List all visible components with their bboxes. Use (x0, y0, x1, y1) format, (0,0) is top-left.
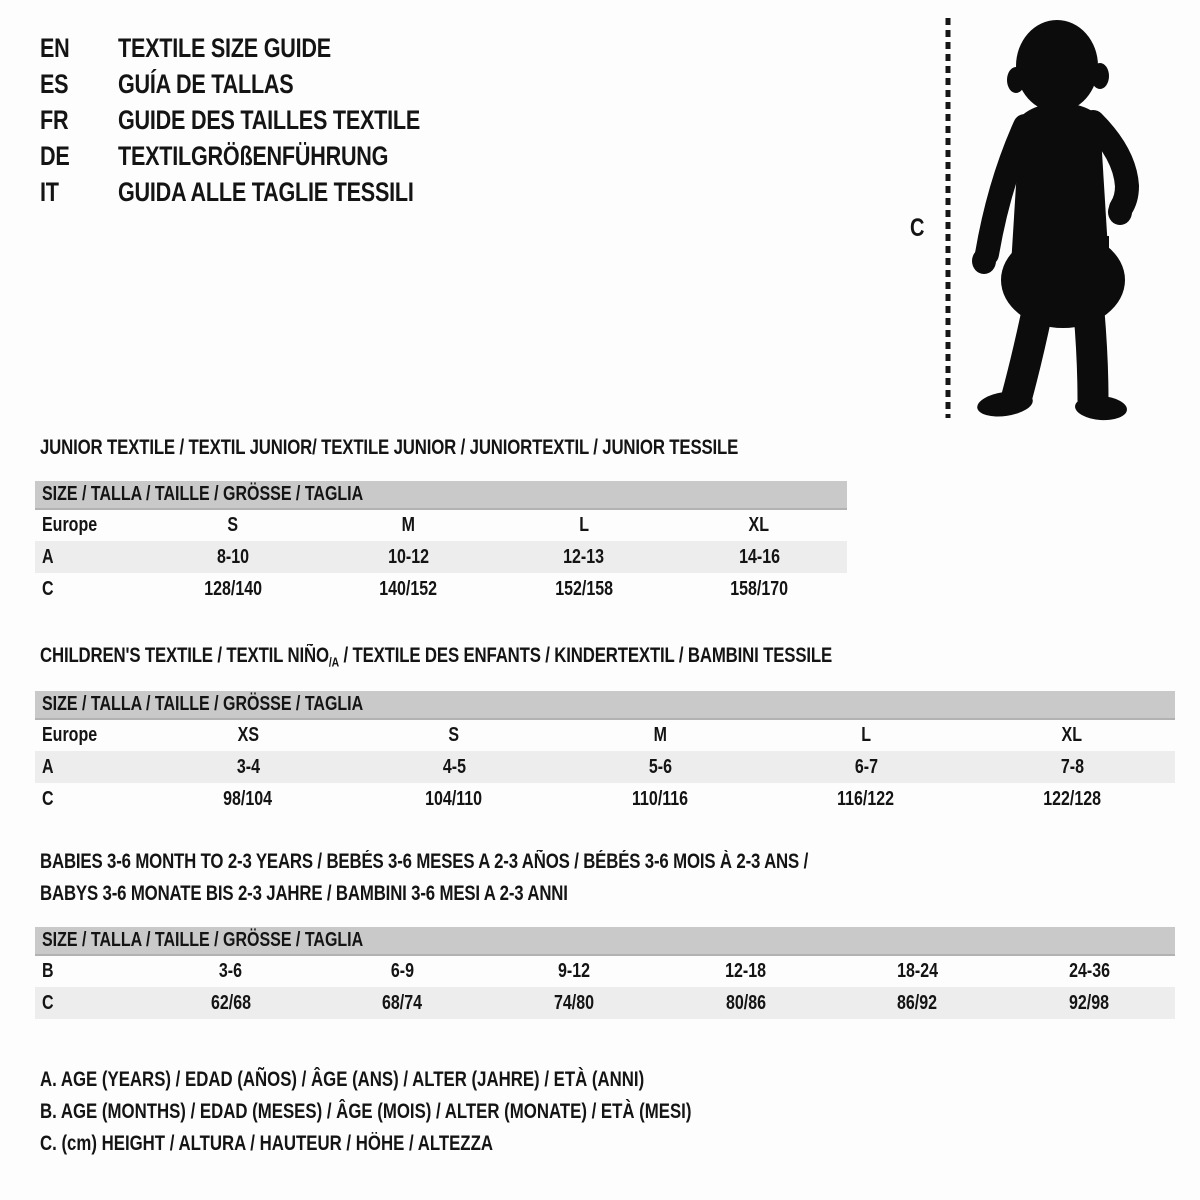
legend-line-c (40, 1132, 854, 1164)
language-code-text: EN (40, 32, 70, 63)
size-cell (763, 719, 969, 751)
toddler-silhouette-icon (965, 14, 1143, 422)
cell-value: 152/158 (554, 577, 613, 600)
height-cell (145, 783, 351, 815)
section-title-babies-line1 (40, 850, 1000, 874)
age-cell (557, 751, 763, 783)
height-cell (1003, 987, 1175, 1019)
cell-value: M (653, 724, 667, 746)
height-cell (763, 783, 969, 815)
height-cell (321, 573, 497, 605)
title-post: / TEXTILE DES ENFANTS / KINDERTEXTIL / BAMBINI TESSILE (338, 644, 833, 667)
language-guide-title: TEXTILE SIZE GUIDE (118, 32, 331, 63)
table-row-height (35, 573, 847, 605)
cell-value: 6-9 (390, 960, 415, 982)
row-label-cell (35, 509, 145, 541)
language-row (40, 30, 496, 66)
height-cell (488, 987, 660, 1019)
section-title-babies-line2 (40, 882, 700, 906)
age-cell (351, 751, 557, 783)
height-cell (969, 783, 1175, 815)
row-label: Europe (42, 514, 98, 536)
section-title-junior (40, 436, 913, 460)
cell-value: 18-24 (896, 960, 938, 982)
row-label: C (42, 787, 54, 810)
table-header-cell (35, 691, 1175, 719)
measure-legend (40, 1068, 854, 1164)
title-subscript: /A (328, 654, 339, 670)
table-header-row (35, 691, 1175, 719)
table-header-row (35, 481, 847, 509)
table-row-height (35, 987, 1175, 1019)
cell-value: 7-8 (1060, 755, 1084, 778)
section-title-babies-line1-text: BABIES 3-6 MONTH TO 2-3 YEARS / BEBÉS 3-6 MESES A 2-3 AÑOS / BÉBÉS 3-6 MOIS À 2-3 ANS / (40, 850, 809, 873)
row-label-cell (35, 573, 145, 605)
row-label-cell (35, 955, 145, 987)
height-measure-label-text: C (910, 214, 925, 242)
language-code-text: FR (40, 104, 69, 135)
months-cell (660, 955, 832, 987)
language-code-text: IT (40, 176, 59, 207)
height-cell (672, 573, 848, 605)
legend-line-b (40, 1100, 854, 1132)
legend-line-b-text: B. AGE (MONTHS) / EDAD (MESES) / ÂGE (MOIS) / ALTER (MONATE) / ETÀ (MESI) (40, 1100, 692, 1123)
table-row-europe (35, 509, 847, 541)
cell-value: 110/116 (631, 787, 689, 810)
language-code-text: DE (40, 140, 70, 171)
size-cell (969, 719, 1175, 751)
table-row-europe (35, 719, 1175, 751)
cell-value: 128/140 (203, 577, 262, 600)
cell-value: 9-12 (558, 960, 591, 982)
row-label: C (42, 991, 54, 1014)
cell-value: 86/92 (897, 991, 938, 1014)
cell-value: 12-18 (725, 960, 767, 982)
cell-value: 122/128 (1043, 787, 1101, 810)
table-row-age (35, 751, 1175, 783)
language-guide-title: GUIDE DES TAILLES TEXTILE (118, 104, 421, 135)
size-header-text: SIZE / TALLA / TAILLE / GRÖSSE / TAGLIA (42, 483, 364, 505)
table-header-cell (35, 481, 847, 509)
cell-value: 116/122 (837, 787, 895, 810)
junior-size-table (35, 481, 847, 605)
cell-value: 98/104 (223, 787, 273, 810)
cell-value: 8-10 (216, 545, 249, 568)
cell-value: M (401, 514, 415, 536)
cell-value: 12-13 (563, 545, 605, 568)
height-dashed-line (944, 18, 952, 418)
age-cell (763, 751, 969, 783)
row-label: A (42, 755, 54, 778)
title-pre: CHILDREN'S TEXTILE / TEXTIL NIÑO (40, 644, 329, 667)
height-measure-label (910, 214, 928, 243)
row-label-cell (35, 719, 145, 751)
cell-value: 80/86 (725, 991, 766, 1014)
months-cell (832, 955, 1004, 987)
section-title-children-text (40, 644, 832, 670)
months-cell (317, 955, 489, 987)
size-cell (145, 509, 321, 541)
row-label-cell (35, 541, 145, 573)
size-cell (145, 719, 351, 751)
row-label: Europe (42, 724, 98, 746)
table-header-cell (35, 927, 1175, 955)
language-code (40, 105, 118, 136)
size-cell (672, 509, 848, 541)
table-row-age (35, 541, 847, 573)
height-cell (145, 987, 317, 1019)
legend-line-a (40, 1068, 854, 1100)
language-row (40, 174, 496, 210)
row-label: B (42, 960, 54, 982)
age-cell (321, 541, 497, 573)
size-cell (321, 509, 497, 541)
cell-value: 92/98 (1069, 991, 1110, 1014)
height-cell (351, 783, 557, 815)
cell-value: 74/80 (554, 991, 595, 1014)
language-title-list (40, 30, 496, 210)
age-cell (145, 751, 351, 783)
row-label-cell (35, 987, 145, 1019)
height-cell (660, 987, 832, 1019)
children-size-table (35, 691, 1175, 815)
cell-value: 6-7 (854, 755, 878, 778)
cell-value: L (861, 724, 871, 746)
table-row-height (35, 783, 1175, 815)
table-header-row (35, 927, 1175, 955)
table-row-months (35, 955, 1175, 987)
legend-line-c-text: C. (cm) HEIGHT / ALTURA / HAUTEUR / HÖHE / ALTEZZA (40, 1132, 493, 1155)
size-header-text: SIZE / TALLA / TAILLE / GRÖSSE / TAGLIA (42, 929, 364, 951)
cell-value: 62/68 (210, 991, 251, 1014)
language-code (40, 33, 118, 64)
language-row (40, 66, 496, 102)
cell-value: XL (1061, 724, 1083, 746)
cell-value: 3-6 (219, 960, 243, 982)
cell-value: 24-36 (1068, 960, 1110, 982)
size-cell (351, 719, 557, 751)
age-cell (145, 541, 321, 573)
section-title-junior-text: JUNIOR TEXTILE / TEXTIL JUNIOR/ TEXTILE JUNIOR / JUNIORTEXTIL / JUNIOR TESSILE (40, 436, 739, 459)
cell-value: 14-16 (738, 545, 780, 568)
cell-value: S (227, 514, 239, 536)
row-label-cell (35, 751, 145, 783)
cell-value: 10-12 (387, 545, 429, 568)
cell-value: 158/170 (730, 577, 789, 600)
cell-value: 3-4 (236, 755, 260, 778)
height-cell (317, 987, 489, 1019)
row-label-cell (35, 783, 145, 815)
section-title-children (40, 644, 1030, 670)
cell-value: 104/110 (425, 787, 483, 810)
age-cell (496, 541, 672, 573)
language-code (40, 177, 118, 208)
language-code (40, 141, 118, 172)
row-label: C (42, 577, 54, 600)
age-cell (672, 541, 848, 573)
language-code (40, 69, 118, 100)
cell-value: 5-6 (648, 755, 672, 778)
cell-value: L (578, 514, 589, 536)
row-label: A (42, 545, 54, 568)
section-title-babies-line2-text: BABYS 3-6 MONATE BIS 2-3 JAHRE / BAMBINI 3-6 MESI A 2-3 ANNI (40, 882, 568, 905)
language-guide-title: GUÍA DE TALLAS (118, 68, 294, 99)
cell-value: XS (237, 724, 259, 746)
language-code-text: ES (40, 68, 69, 99)
legend-line-a-text: A. AGE (YEARS) / EDAD (AÑOS) / ÂGE (ANS) / ALTER (JAHRE) / ETÀ (ANNI) (40, 1068, 645, 1091)
size-cell (496, 509, 672, 541)
cell-value: 4-5 (442, 755, 466, 778)
height-cell (496, 573, 672, 605)
language-guide-title: GUIDA ALLE TAGLIE TESSILI (118, 176, 414, 207)
cell-value: S (448, 724, 460, 746)
cell-value: XL (749, 514, 770, 536)
months-cell (145, 955, 317, 987)
cell-value: 140/152 (379, 577, 438, 600)
height-cell (557, 783, 763, 815)
height-cell (832, 987, 1004, 1019)
language-guide-title: TEXTILGRÖßENFÜHRUNG (118, 140, 389, 171)
babies-size-table (35, 927, 1175, 1019)
size-cell (557, 719, 763, 751)
height-cell (145, 573, 321, 605)
months-cell (1003, 955, 1175, 987)
language-row (40, 138, 496, 174)
size-header-text: SIZE / TALLA / TAILLE / GRÖSSE / TAGLIA (42, 693, 364, 715)
language-row (40, 102, 496, 138)
months-cell (488, 955, 660, 987)
age-cell (969, 751, 1175, 783)
cell-value: 68/74 (382, 991, 423, 1014)
